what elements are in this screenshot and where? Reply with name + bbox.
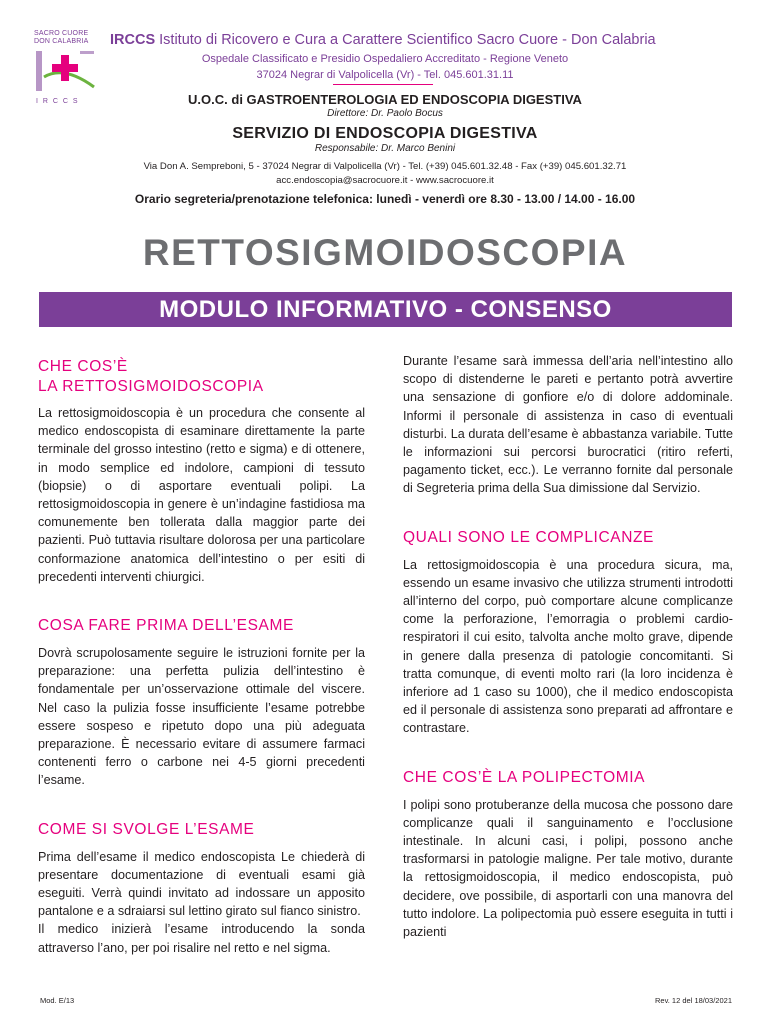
department-title: U.O.C. di GASTROENTEROLOGIA ED ENDOSCOPIA DIGESTIVA	[188, 92, 582, 107]
section-text-polypectomy: I polipi sono protuberanze della mucosa che possono dare complicanze quali il sanguinamento e l’occlusione intestinale. In alcuni casi, i polipi, possono anche trasformarsi in patologie maligne. Per tale motivo, durante la rettosigmoidoscopia, il medico endoscopista, può decidere, ove possibile, di asportarli con una manovra del tutto indolore. La polipectomia può essere eseguita in tutti i pazienti	[403, 797, 733, 940]
institute-heading	[110, 32, 710, 48]
section-text-what-is: La rettosigmoidoscopia è un procedura che consente al medico endoscopista di esaminare direttamente la parte terminale del grosso intestino (retto e sigma) e di ottenere, in modo semplice ed indolore, campioni di tessuto (biopsie) o di asportare eventuali polipi. La rettosigmoidoscopia in genere è un’indagine fastidiosa ma comunemente ben tollerata dalla maggior parte dei pazienti. Può tuttavia risultare dolorosa per una particolare conformazione anatomica dell’intestino o per esiti di precedenti interventi chiurgici.	[38, 406, 365, 584]
section-text-before-exam: Dovrà scrupolosamente seguire le istruzioni fornite per la preparazione: una perfetta pulizia dell’intestino è fondamentale per un’osservazione ottimale del viscere. Nel caso la pulizia fosse insufficiente l’esame potrebbe essere sospeso e ripetuto dopo una più adeguata preparazione. È necessario evitare di assumere farmaci contenenti ferro o carbone nei 4-5 giorni precedenti l’esame.	[38, 646, 365, 788]
section-heading-complications: QUALI SONO LE COMPLICANZE	[403, 528, 654, 546]
section-text-procedure-2: Il medico inizierà l’esame introducendo la sonda attraverso l’ano, per poi risalire nel retto e nel sigma.	[38, 922, 365, 955]
right-column	[403, 352, 733, 941]
document-title: RETTOSIGMOIDOSCOPIA	[142, 232, 628, 273]
left-column	[38, 357, 365, 957]
section-text-complications: La rettosigmoidoscopia è una procedura sicura, ma, essendo un esame invasivo che utilizza strumenti introdotti all’interno del corpo, può comportare alcune complicanze come la perforazione, l’emorragia o problemi cardio-respiratori il cui esito, talvolta anche molto grave, dipende in genere dalla presenza di patologie concomitanti. Si tratta comunque, di eventi molto rari (la loro incidenza è inferiore ad 1 caso su 1000), che il medico endoscopista ed il personale di assistenza sono preparati ad affrontare e contrastare.	[403, 557, 733, 736]
department-director: Direttore: Dr. Paolo Bocus	[327, 108, 443, 119]
form-code: Mod. E/13	[40, 996, 75, 1005]
service-title: SERVIZIO DI ENDOSCOPIA DIGESTIVA	[232, 125, 538, 142]
section-heading-polypectomy: CHE COS’È LA POLIPECTOMIA	[403, 768, 646, 786]
service-manager: Responsabile: Dr. Marco Benini	[314, 143, 456, 154]
service-contacts: Via Don A. Sempreboni, 5 - 37024 Negrar di Valpolicella (Vr) - Tel. (+39) 045.601.32.48 - Fax (+39) 045.601.32.71	[143, 161, 627, 172]
section-text-procedure-1: Prima dell’esame il medico endoscopista Le chiederà di presentare documentazione di eventuali esami già eseguiti. Verrà quindi invitato ad indossare un apposito pantalone e a sdraiarsi sul lettino girato sul fianco sinistro.	[38, 849, 365, 919]
revision-info: Rev. 12 del 18/03/2021	[654, 996, 732, 1005]
cross-logo-icon	[34, 47, 98, 97]
hospital-logo	[34, 30, 98, 108]
header-divider	[333, 84, 433, 85]
logo-line2: DON CALABRIA	[34, 38, 89, 45]
hospital-address: 37024 Negrar di Valpolicella (Vr) - Tel. 045.601.31.11	[256, 69, 514, 81]
section-heading-what-is-1: CHE COS’È	[38, 358, 128, 375]
logo-bottom-text: I R C C S	[36, 98, 80, 105]
document-subtitle: MODULO INFORMATIVO - CONSENSO	[159, 296, 612, 323]
hospital-name: Sacro Cuore - Don Calabria	[476, 32, 656, 48]
irccs-label: IRCCS	[110, 32, 156, 48]
section-heading-before-exam: COSA FARE PRIMA DELL’ESAME	[38, 617, 294, 635]
hospital-classification: Ospedale Classificato e Presidio Ospedaliero Accreditato - Regione Veneto	[201, 53, 569, 65]
section-text-during-exam: Durante l’esame sarà immessa dell’aria nell’intestino allo scopo di distenderne le pareti e pertanto potrà avvertire una sensazione di gonfiore e/o di dolore addominale. Informi il personale di assistenza in caso di eventuali disturbi. La durata dell’esame è abbastanza variabile. Tutte le informazioni sui percorsi burocratici (ritiro referti, pagamento ticket, ecc.). Le verranno fornite dal personale di Segreteria prima della Sua dimissione dal Servizio.	[403, 354, 733, 496]
section-heading-what-is-2: LA RETTOSIGMOIDOSCOPIA	[38, 378, 264, 395]
subtitle-band	[39, 292, 732, 327]
logo-line1: SACRO CUORE	[34, 30, 89, 37]
office-hours: Orario segreteria/prenotazione telefonica: lunedì - venerdì ore 8.30 - 13.00 / 14.00 - 16.00	[134, 192, 636, 206]
service-email: acc.endoscopia@sacrocuore.it - www.sacrocuore.it	[276, 175, 494, 186]
institute-name: Istituto di Ricovero e Cura a Carattere Scientifico	[159, 32, 473, 48]
section-heading-procedure: COME SI SVOLGE L’ESAME	[38, 820, 255, 838]
